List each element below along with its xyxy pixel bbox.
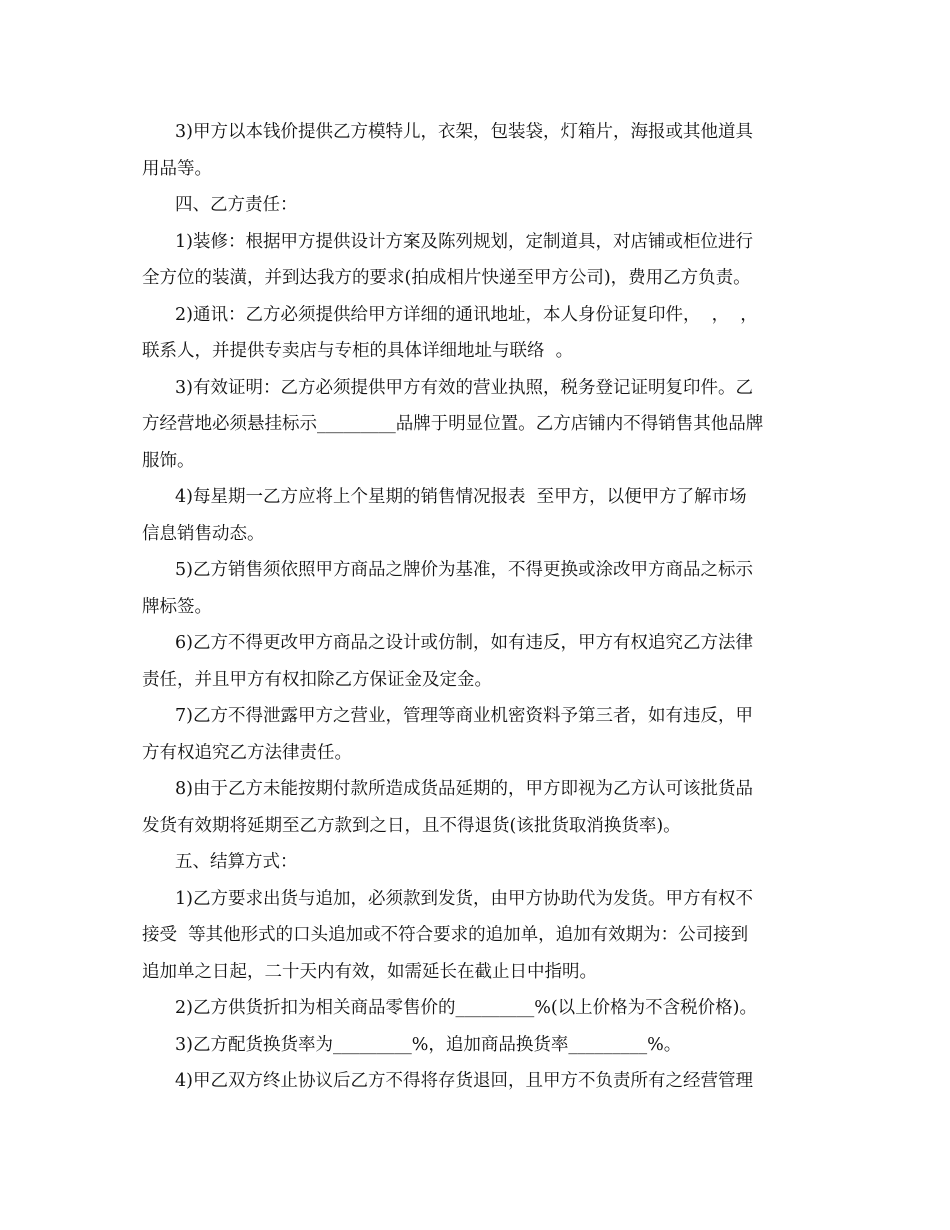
paragraph-line: 5)乙方销售须依照甲方商品之牌价为基准，不得更换或涂改甲方商品之标示	[175, 560, 753, 580]
paragraph-line: 接受 等其他形式的口头追加或不符合要求的追加单，追加有效期为：公司接到	[142, 925, 749, 945]
document-body	[142, 114, 808, 1100]
paragraph-line: 全方位的装潢，并到达我方的要求(拍成相片快递至甲方公司)，费用乙方负责。	[142, 268, 751, 288]
paragraph-line: 3)乙方配货换货率为_________%，追加商品换货率_________%。	[175, 1034, 682, 1055]
paragraph-line: 2)通讯：乙方必须提供给甲方详细的通讯地址，本人身份证复印件， ， ，	[175, 304, 758, 325]
paragraph-line: 联系人，并提供专卖店与专柜的具体详细地址与联络 。	[142, 341, 574, 361]
paragraph-line: 8)由于乙方未能按期付款所造成货品延期的，甲方即视为乙方认可该批货品	[175, 779, 753, 799]
paragraph-line: 责任，并且甲方有权扣除乙方保证金及定金。	[142, 669, 492, 690]
paragraph-line: 3)甲方以本钱价提供乙方模特儿，衣架，包装袋，灯箱片，海报或其他道具	[175, 122, 753, 142]
paragraph-line: 用品等。	[142, 158, 212, 179]
paragraph-line: 发货有效期将延期至乙方款到之日，且不得退货(该批货取消换货率)。	[142, 815, 681, 836]
paragraph-line: 4)甲乙双方终止协议后乙方不得将存货退回，且甲方不负责所有之经营管理	[175, 1071, 753, 1091]
paragraph-line: 4)每星期一乙方应将上个星期的销售情况报表 至甲方，以便甲方了解市场	[175, 487, 747, 507]
paragraph-line: 2)乙方供货折扣为相关商品零售价的_________%(以上价格为不含税价格)。	[175, 998, 757, 1018]
paragraph-line: 追加单之日起，二十天内有效，如需延长在截止日中指明。	[142, 961, 597, 982]
paragraph-line: 3)有效证明：乙方必须提供甲方有效的营业执照，税务登记证明复印件。乙	[175, 377, 753, 398]
paragraph-line: 信息销售动态。	[142, 523, 265, 544]
paragraph-line: 牌标签。	[142, 596, 212, 617]
paragraph-line: 服饰。	[142, 450, 195, 471]
paragraph-line: 6)乙方不得更改甲方商品之设计或仿制，如有违反，甲方有权追究乙方法律	[175, 633, 753, 653]
paragraph-line: 1)装修：根据甲方提供设计方案及陈列规划，定制道具，对店铺或柜位进行	[175, 231, 753, 252]
section-heading: 五、结算方式：	[175, 852, 298, 872]
paragraph-line: 1)乙方要求出货与追加，必须款到发货，由甲方协助代为发货。甲方有权不	[175, 888, 753, 909]
paragraph-line: 7)乙方不得泄露甲方之营业，管理等商业机密资料予第三者，如有违反，甲	[175, 706, 753, 726]
paragraph-line: 方有权追究乙方法律责任。	[142, 742, 352, 763]
section-heading: 四、乙方责任：	[175, 195, 298, 215]
paragraph-line: 方经营地必须悬挂标示_________品牌于明显位置。乙方店铺内不得销售其他品牌	[142, 414, 764, 434]
